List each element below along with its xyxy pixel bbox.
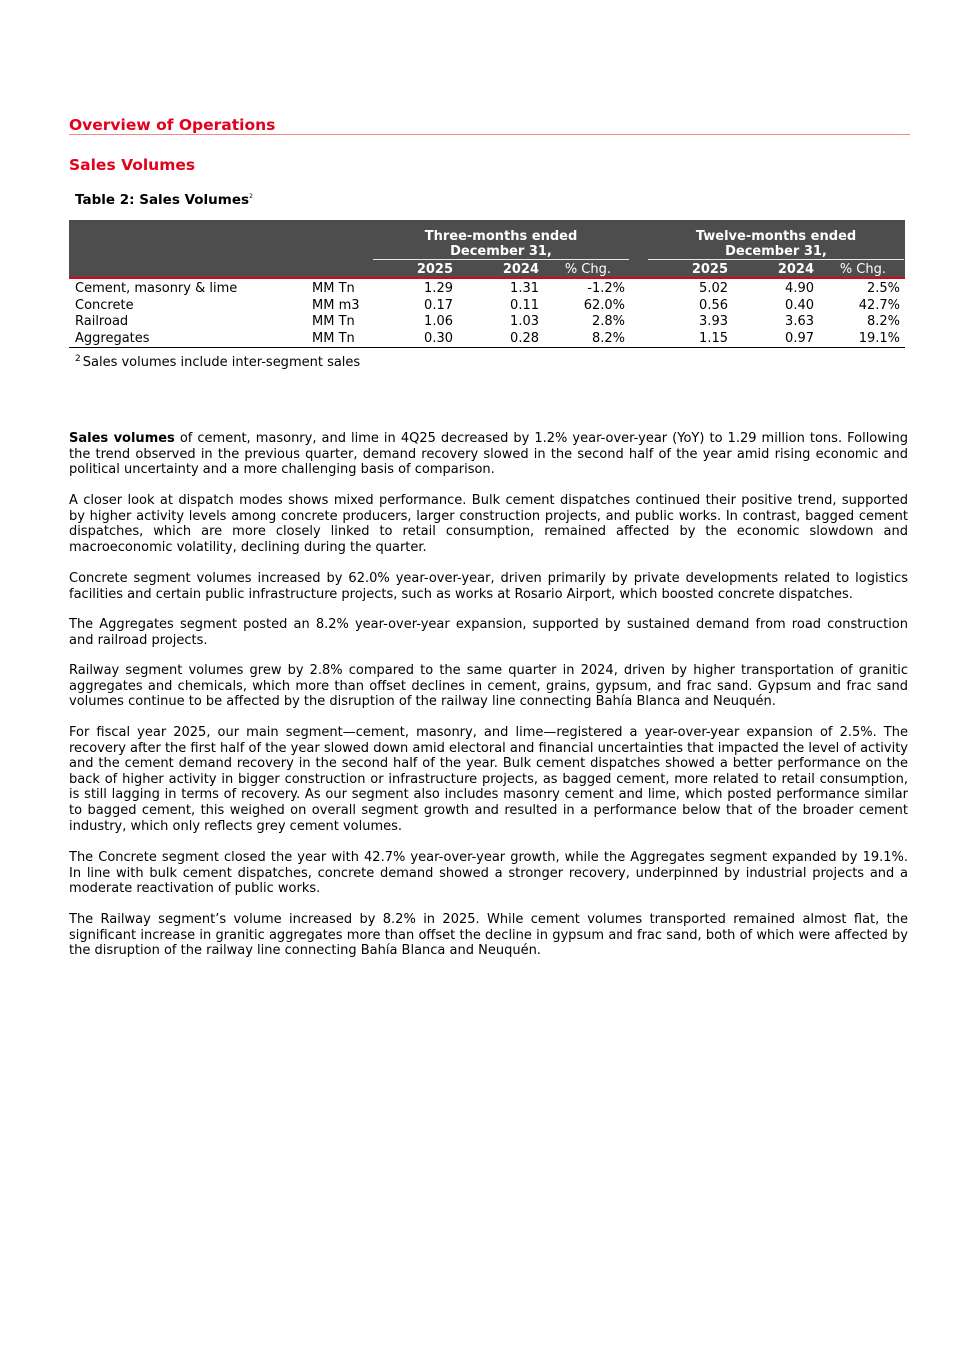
cell: 19.1% [858, 331, 900, 346]
table-title-sup: 2 [249, 193, 253, 200]
cell: 8.2% [591, 331, 625, 346]
col-2024-q: 2024 [502, 262, 539, 277]
row-label: Concrete [75, 298, 134, 313]
cell: 3.93 [699, 314, 728, 329]
table-row [69, 298, 905, 314]
paragraph-8: The Railway segment’s volume increased by 8.2% in 2025. While cement volumes transported remained almost flat, the significant increase in granitic aggregates more than offset the decline in gypsum and frac sand, both of which were affected by the disruption of the railway line connecting Bahía Blanca and Neuquén. [69, 912, 908, 959]
paragraph-5: Railway segment volumes grew by 2.8% compared to the same quarter in 2024, driven by higher transportation of granitic aggregates and chemicals, which more than offset declines in cement, grains, gypsum, and frac sand. Gypsum and frac sand volumes continue to be affected by the disruption of the railway line connecting Bahía Blanca and Neuquén. [69, 663, 908, 710]
row-label: Aggregates [75, 331, 150, 346]
cell: 0.30 [424, 331, 453, 346]
table-footnote [75, 354, 360, 370]
group-header-three-months: Three-months ended December 31, [424, 229, 578, 259]
paragraph-7: The Concrete segment closed the year with 42.7% year-over-year growth, while the Aggregates segment expanded by 19.1%. In line with bulk cement dispatches, concrete demand showed a stronger recovery, underpinned by industrial projects and a moderate reactivation of public works. [69, 850, 908, 897]
cell: 0.56 [699, 298, 728, 313]
cell: 1.15 [699, 331, 728, 346]
section-subheading: Sales Volumes [69, 156, 196, 174]
cell: 1.06 [424, 314, 453, 329]
paragraph-6: For fiscal year 2025, our main segment—cement, masonry, and lime—registered a year-over-year expansion of 2.5%. The recovery after the first half of the year slowed down amid electoral and financial uncertainties that impacted the level of activity and the cement demand recovery in the second half of the year. Bulk cement dispatches showed a better performance on the back of higher activity in bigger construction or infrastructure projects, as bagged cement, more related to retail consumption, is still lagging in terms of recovery. As our segment also includes masonry cement and lime, which posted performance similar to bagged cement, this weighed on overall segment growth and resulted in a performance below that of the broader cement industry, which only reflects grey cement volumes. [69, 725, 908, 834]
paragraph-2: A closer look at dispatch modes shows mixed performance. Bulk cement dispatches continued their positive trend, supported by higher activity levels among concrete producers, larger construction projects, and public works. In contrast, bagged cement dispatches, which are more closely linked to retail consumption, remained affected by the economic slowdown and macroeconomic volatility, declining during the quarter. [69, 493, 908, 555]
heading-rule [69, 134, 910, 135]
table-bottom-rule [69, 347, 905, 348]
row-unit: MM Tn [312, 331, 355, 346]
cell: -1.2% [587, 281, 625, 296]
table-title [75, 192, 253, 208]
header-red-rule [69, 277, 905, 279]
col-chg-y: % Chg. [839, 262, 886, 277]
table-title-text: Table 2: Sales Volumes [75, 192, 250, 208]
col-2025-q: 2025 [416, 262, 453, 277]
row-label: Railroad [75, 314, 129, 329]
cell: 1.29 [424, 281, 453, 296]
table-row [69, 281, 905, 297]
col-2025-y: 2025 [691, 262, 728, 277]
col-chg-q: % Chg. [564, 262, 611, 277]
cell: 42.7% [858, 298, 900, 313]
cell: 0.40 [785, 298, 814, 313]
cell: 2.8% [591, 314, 625, 329]
cell: 4.90 [785, 281, 814, 296]
paragraph-lead: Sales volumes [69, 431, 175, 446]
cell: 2.5% [866, 281, 900, 296]
paragraph-4: The Aggregates segment posted an 8.2% year-over-year expansion, supported by sustained demand from road construction and railroad projects. [69, 617, 908, 648]
cell: 1.31 [510, 281, 539, 296]
table-row [69, 331, 905, 347]
footnote-text: Sales volumes include inter-segment sales [82, 355, 361, 370]
row-unit: MM Tn [312, 281, 355, 296]
cell: 5.02 [699, 281, 728, 296]
cell: 0.11 [510, 298, 539, 313]
cell: 1.03 [510, 314, 539, 329]
cell: 62.0% [583, 298, 625, 313]
cell: 8.2% [866, 314, 900, 329]
cell: 0.17 [424, 298, 453, 313]
paragraph-text: of cement, masonry, and lime in 4Q25 decreased by 1.2% year-over-year (YoY) to 1.29 million tons. Following the trend observed in the previous quarter, demand recovery slowed in the second half of the year amid rising economic and political uncertainty and a more challenging basis of comparison. [69, 431, 908, 478]
year-header-left [69, 260, 373, 277]
row-label: Cement, masonry & lime [75, 281, 238, 296]
col-2024-y: 2024 [777, 262, 814, 277]
row-unit: MM Tn [312, 314, 355, 329]
cell: 0.28 [510, 331, 539, 346]
paragraph-1 [69, 431, 908, 478]
cell: 3.63 [785, 314, 814, 329]
section-heading: Overview of Operations [69, 116, 276, 134]
table-row [69, 314, 905, 330]
group-header-twelve-months: Twelve-months ended December 31, [695, 229, 857, 259]
cell: 0.97 [785, 331, 814, 346]
row-unit: MM m3 [312, 298, 360, 313]
footnote-number: 2 [75, 354, 81, 364]
paragraph-3: Concrete segment volumes increased by 62.0% year-over-year, driven primarily by private developments related to logistics facilities and certain public infrastructure projects, such as works at Rosario Airport, which boosted concrete dispatches. [69, 571, 908, 602]
